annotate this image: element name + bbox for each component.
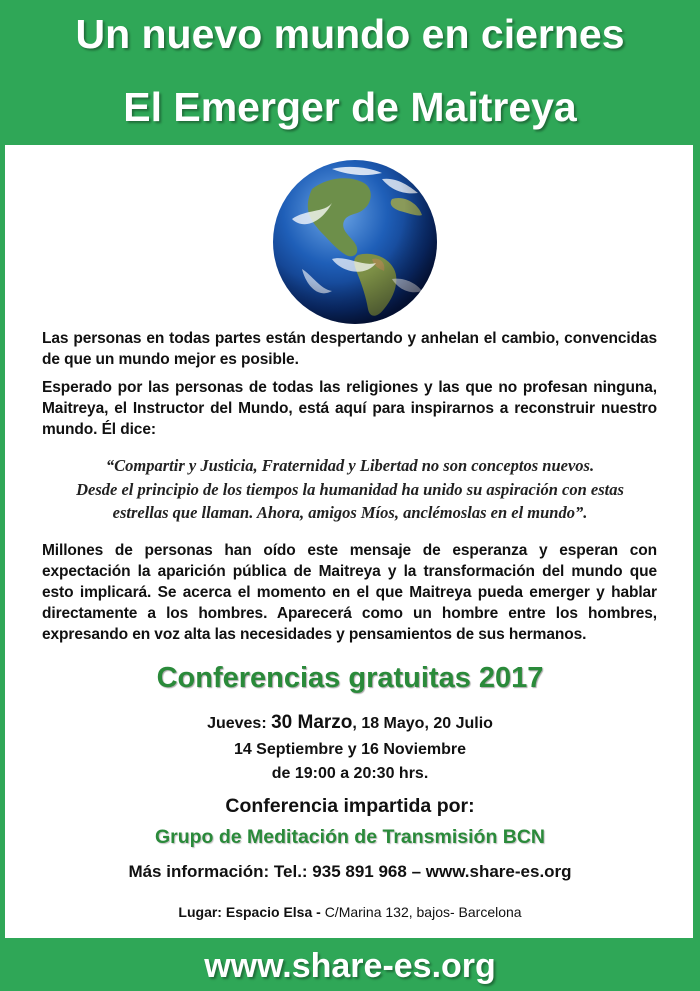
conference-title: Conferencias gratuitas 2017 (156, 662, 544, 694)
dates-line-2: 14 Septiembre y 16 Noviembre (233, 741, 467, 758)
quote-line-2: Desde el principio de los tiempos la humanidad ha unido su aspiración con estas (76, 479, 624, 499)
venue-label: Lugar: Espacio Elsa - (178, 904, 325, 920)
contact-info: Más información: Tel.: 935 891 968 – www.share-es.org (128, 862, 572, 881)
maitreya-quote (32, 454, 668, 525)
quote-line-3: estrellas que llaman. Ahora, amigos Míos, anclémoslas en el mundo”. (112, 503, 588, 522)
venue-address: C/Marina 132, bajos- Barcelona (324, 904, 522, 920)
title-line-1: Un nuevo mundo en ciernes (75, 11, 625, 57)
dates-rest: , 18 Mayo, 20 Julio (352, 715, 493, 732)
earth-globe-image (272, 159, 438, 325)
title-line-2: El Emerger de Maitreya (123, 84, 577, 130)
footer-url: www.share-es.org (204, 947, 496, 985)
dates-prefix: Jueves: (207, 715, 272, 732)
venue-line (0, 902, 700, 922)
dates-highlight: 30 Marzo (271, 712, 353, 733)
intro-paragraph-2: Esperado por las personas de todas las religiones y las que no profesan ninguna, Maitreya, el Instructor del Mundo, está aquí para inspirarnos a reconstruir nuestro mundo. Él dice: (42, 379, 657, 438)
speaker-group: Grupo de Meditación de Transmisión BCN (154, 826, 546, 848)
time-line: de 19:00 a 20:30 hrs. (271, 765, 429, 782)
intro-paragraph-1: Las personas en todas partes están despertando y anhelan el cambio, convencidas de que un mundo mejor es posible. (42, 330, 657, 368)
dates-line-1 (0, 711, 700, 736)
body-paragraph: Millones de personas han oído este mensaje de esperanza y esperan con expectación la aparición pública de Maitreya y la transformación del mundo que esto implicará. Se acerca el momento en el que Maitreya pueda emerger y hablar directamente a los hombres. Aparecerá como un hombre entre los hombres, expresando en voz alta las necesidades y pensamientos de sus hermanos. (42, 542, 657, 643)
quote-line-1: “Compartir y Justicia, Fraternidad y Libertad no son conceptos nuevos. (105, 456, 595, 475)
speaker-label: Conferencia impartida por: (225, 795, 475, 817)
